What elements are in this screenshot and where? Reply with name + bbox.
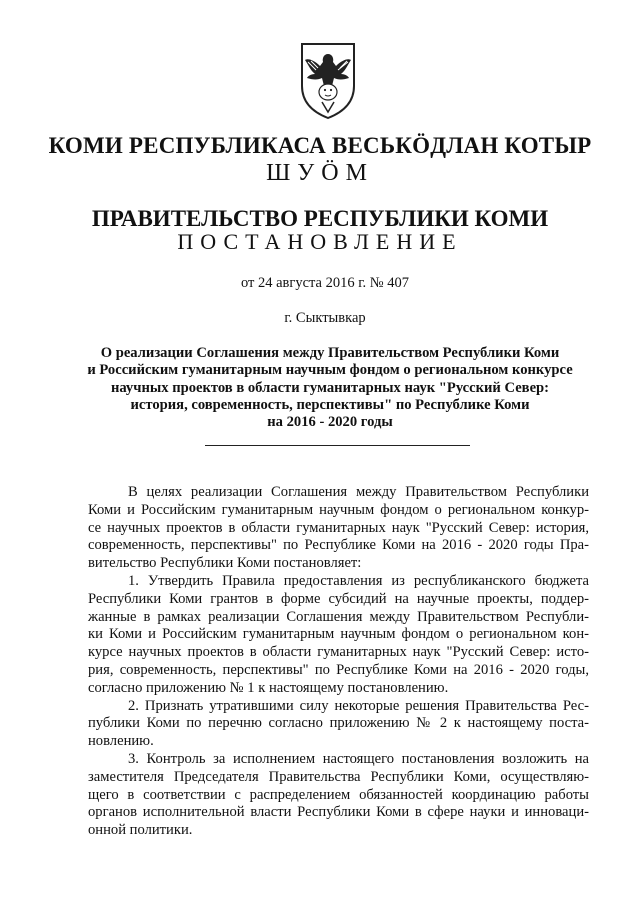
body-line: рия, современность, перспективы" по Республике Коми на 2016 - 2020 годы,: [88, 661, 589, 678]
body-line: заместителя Председателя Правительства Республики Коми, осуществляю-: [88, 768, 589, 785]
russian-heading: ПРАВИТЕЛЬСТВО РЕСПУБЛИКИ КОМИ: [91, 206, 549, 231]
subject-line: О реализации Соглашения между Правительством Республики Коми: [100, 345, 560, 361]
body-line: публики Коми по перечню согласно приложению № 2 к настоящему поста-: [88, 715, 589, 732]
body-line: новлению.: [88, 733, 154, 750]
document-city: г. Сыктывкар: [284, 310, 366, 326]
paragraph-item-3: [88, 751, 589, 840]
paragraph-item-1: [88, 573, 589, 698]
body-line: вительство Республики Коми постановляет:: [88, 555, 362, 572]
body-line: согласно приложению № 1 к настоящему постановлению.: [88, 679, 449, 696]
paragraph-item-2: [88, 698, 589, 751]
document-date: от 24 августа 2016 г. № 407: [240, 275, 410, 291]
russian-subheading: ПОСТАНОВЛЕНИЕ: [177, 229, 463, 254]
body-line: онной политики.: [88, 822, 193, 839]
body-line: Коми и Российским гуманитарным научным фондом о региональном конкур-: [88, 501, 589, 518]
body-line: жанные в рамках реализации Соглашения между Правительством Республи-: [88, 608, 589, 625]
body-line: В целях реализации Соглашения между Правительством Республики: [128, 484, 589, 500]
body-line: Республики Коми грантов в форме субсидий на научные проекты, поддер-: [88, 590, 589, 607]
body-line: ки Коми и Российским гуманитарным научным фондом о региональном кон-: [88, 626, 589, 643]
document-body: [88, 484, 589, 840]
body-line: щего в соответствии с распределением обязанностей координацию работы: [88, 786, 589, 803]
body-line: 2. Признать утратившими силу некоторые решения Правительства Рес-: [128, 697, 589, 714]
subject-line: и Российским гуманитарным научным фондом о региональном конкурсе: [87, 362, 573, 379]
body-line: 1. Утвердить Правила предоставления из республиканского бюджета: [128, 572, 589, 589]
document-subject: [80, 345, 580, 431]
body-line: 3. Контроль за исполнением настоящего постановления возложить на: [128, 750, 589, 767]
subject-line: научных проектов в области гуманитарных наук "Русский Север:: [110, 379, 550, 396]
body-line: органов исполнительной власти Республики Коми в сфере науки и инноваци-: [88, 804, 589, 821]
body-line: курсе научных проектов в области гуманитарных наук "Русский Север: исто-: [88, 644, 589, 661]
komi-heading: КОМИ РЕСПУБЛИКАСА ВЕСЬКӦДЛАН КОТЫР: [48, 133, 592, 158]
subject-line: история, современность, перспективы" по Республике Коми: [130, 396, 530, 413]
komi-coat-of-arms-icon: [296, 40, 360, 120]
body-line: современность, перспективы" по Республике Коми на 2016 - 2020 годы Пра-: [88, 537, 589, 554]
separator-line: [205, 445, 470, 446]
subject-line: на 2016 - 2020 годы: [267, 414, 393, 431]
body-line: се научных проектов в области гуманитарных наук "Русский Север: история,: [88, 519, 589, 536]
komi-subheading: ШУӦМ: [266, 160, 374, 186]
paragraph-preamble: [88, 484, 589, 573]
